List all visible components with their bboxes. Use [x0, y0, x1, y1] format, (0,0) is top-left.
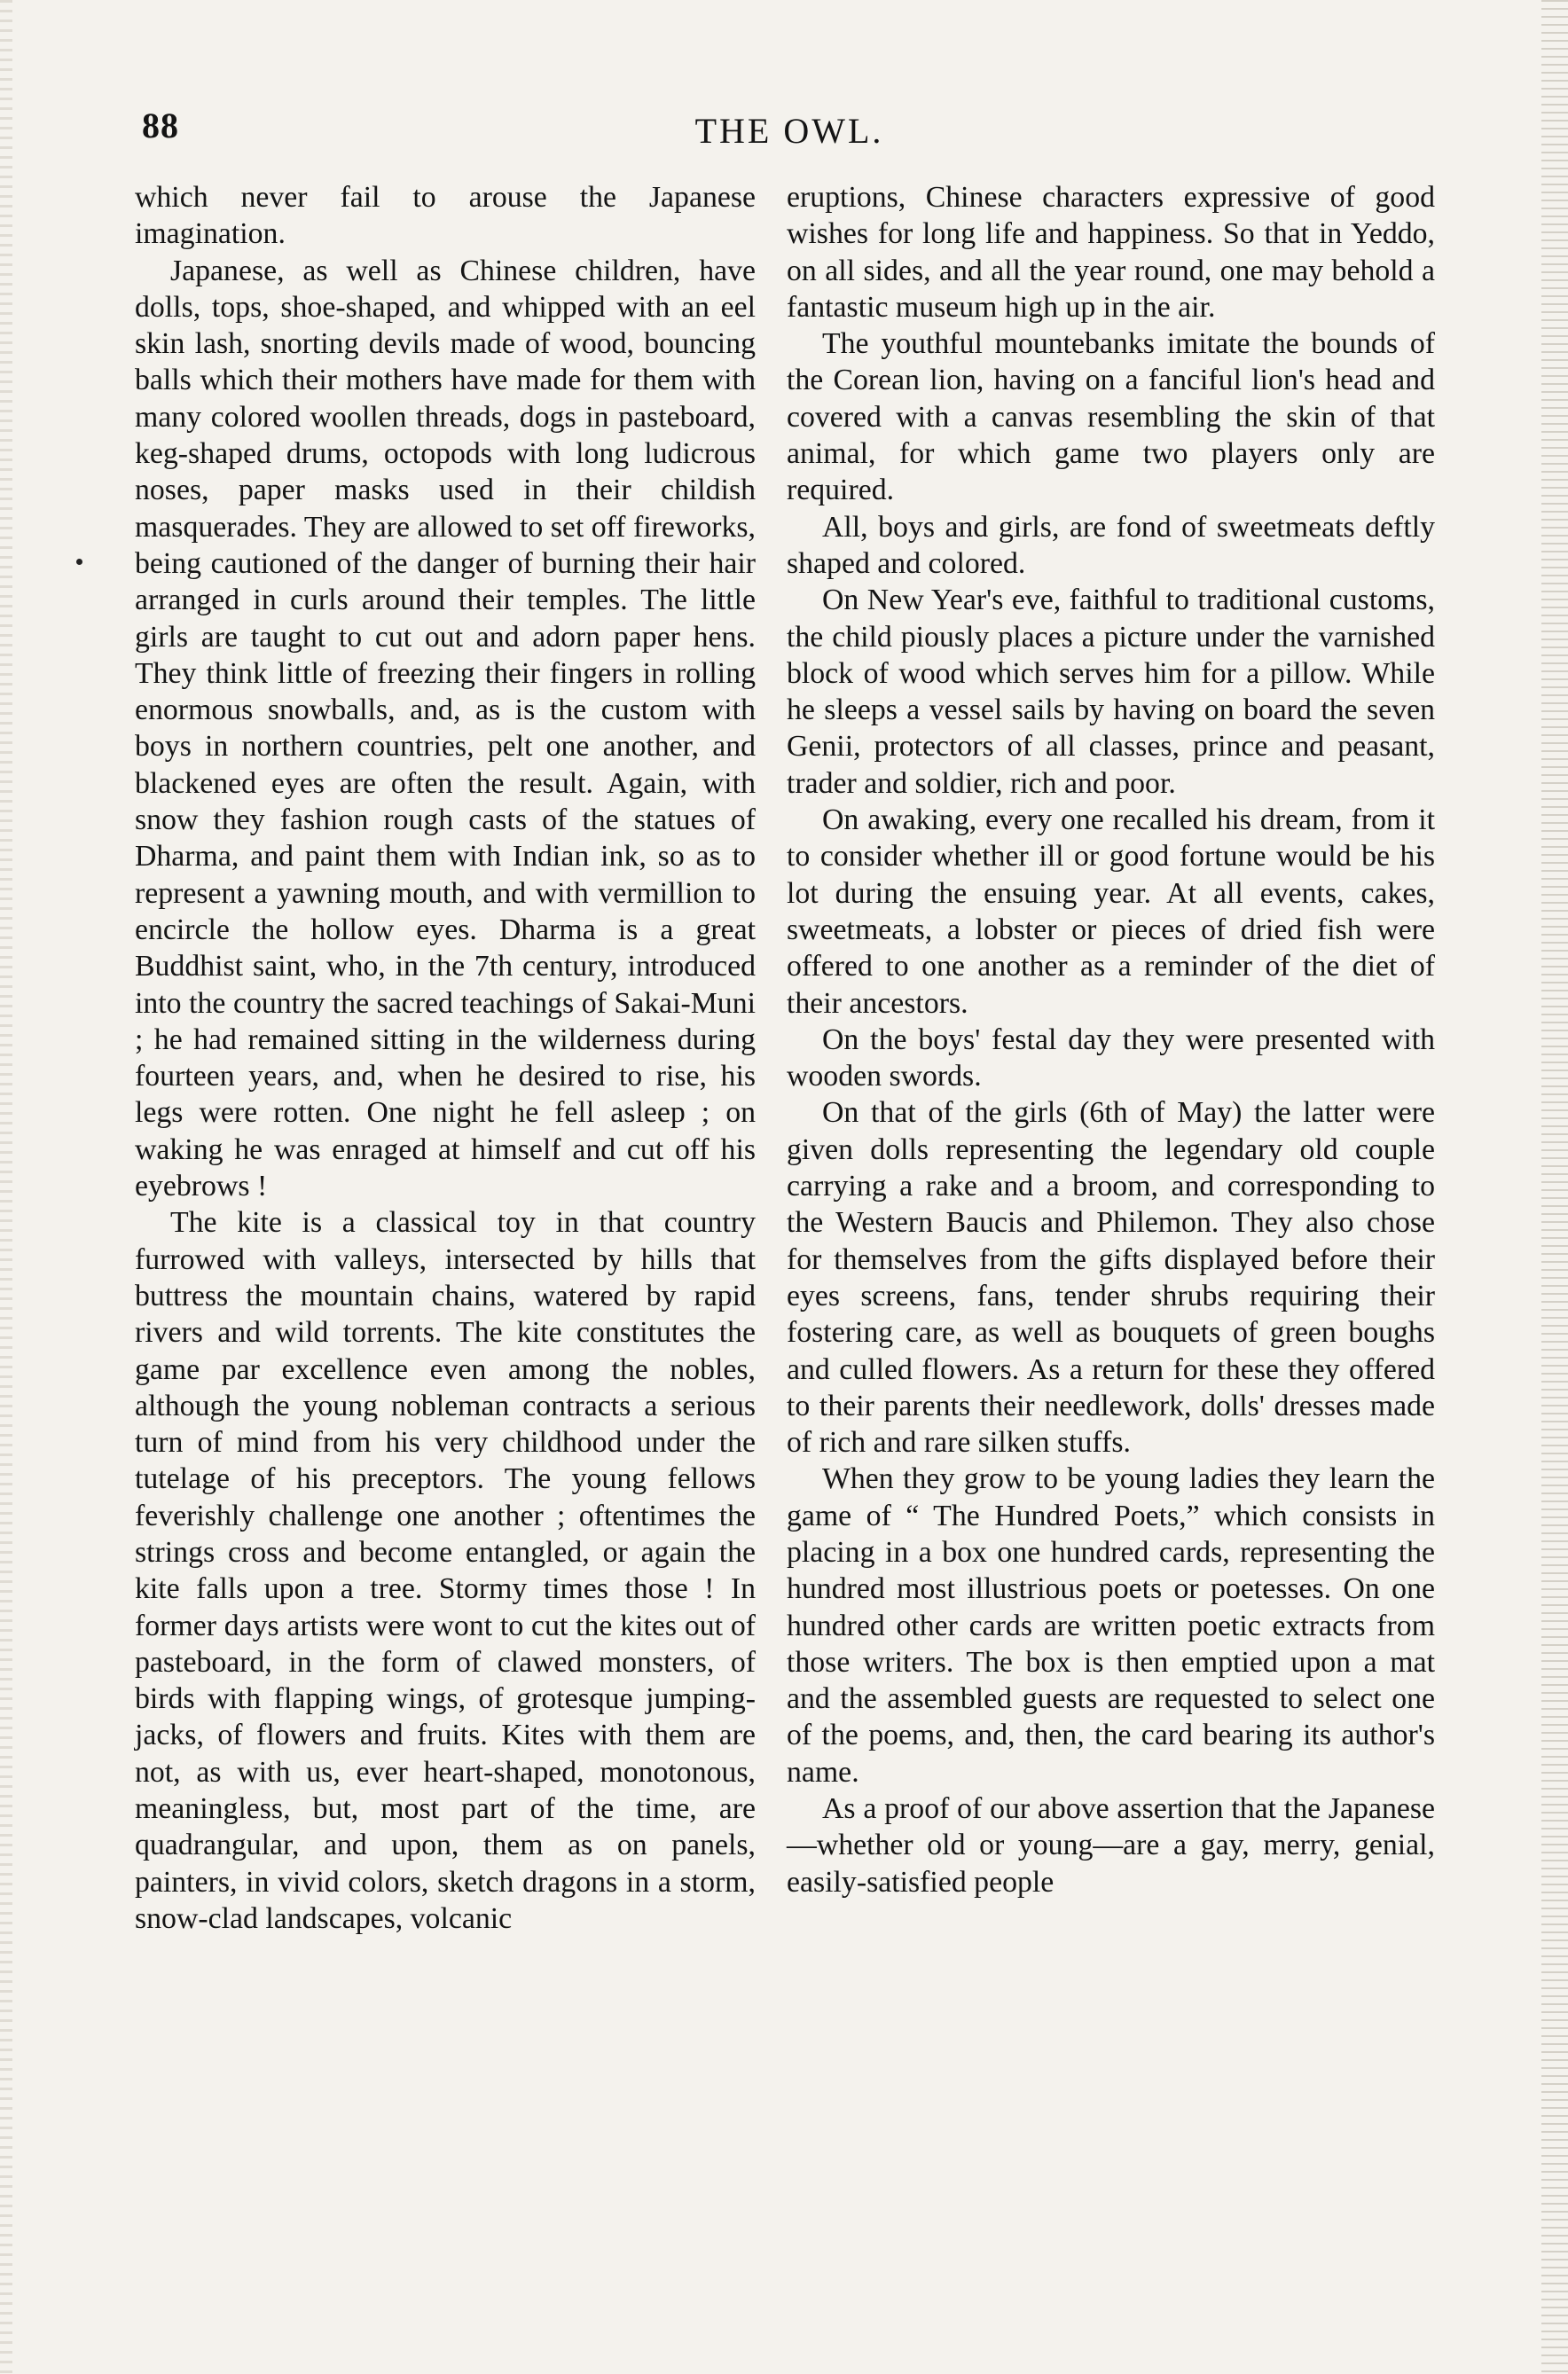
- right-paragraph-4: On New Year's eve, faithful to traditional customs, the child piously places a picture under the varnished block of wood which serves him for a pillow. While he sleeps a vessel sails by having on board the seven Genii, protectors of all classes, prince and peasant, trader and soldier, rich and poor.: [787, 584, 1435, 800]
- page-right-edge: [1541, 0, 1568, 2374]
- page-header: [142, 105, 1437, 158]
- right-paragraph-7: On that of the girls (6th of May) the latter were given dolls representing the legendary old couple carrying a rake and a broom, and corresponding to the Western Baucis and Philemon. They also chose for themselves from the gifts displayed before their eyes screens, fans, tender shrubs requiring their fostering care, as well as bouquets of green boughs and culled flowers. As a return for these they offered to their parents their needlework, dolls' dresses made of rich and rare silken stuffs.: [787, 1096, 1435, 1460]
- left-paragraph-2: Japanese, as well as Chinese children, have dolls, tops, shoe-shaped, and whipped with an eel skin lash, snorting devils made of wood, bouncing balls which their mothers have made for them with many colored woollen threads, dogs in pasteboard, keg-shaped drums, octopods with long ludicrous noses, paper masks used in their childish masquerades. They are allowed to set off fireworks, being cautioned of the danger of burning their hair arranged in curls around their temples. The little girls are taught to cut out and adorn paper hens. They think little of freezing their fingers in rolling enormous snowballs, and, as is the custom with boys in northern countries, pelt one another, and blackened eyes are often the result. Again, with snow they fashion rough casts of the statues of Dharma, and paint them with Indian ink, so as to represent a yawning mouth, and with vermillion to encircle the hollow eyes. Dharma is a great Buddhist saint, who, in the 7th century, introduced into the country the sacred teachings of Sakai-Muni ; he had remained sitting in the wilderness during fourteen years, and, when he desired to rise, his legs were rotten. One night he fell asleep ; on waking he was enraged at himself and cut off his eyebrows !: [135, 254, 756, 1203]
- right-paragraph-2: The youthful mountebanks imitate the bounds of the Corean lion, having on a fanciful lion's head and covered with a canvas resembling the skin of that animal, for which game two players only are required.: [787, 327, 1435, 507]
- right-paragraph-8: When they grow to be young ladies they learn the game of “ The Hundred Poets,” which consists in placing in a box one hundred cards, representing the hundred most illustrious poets or poetesses. On one hundred other cards are written poetic extracts from those writers. The box is then emptied upon a mat and the assembled guests are requested to select one of the poems, and, then, the card bearing its author's name.: [787, 1462, 1435, 1789]
- left-paragraph-1: which never fail to arouse the Japanese imagination.: [135, 181, 756, 251]
- right-paragraph-1: eruptions, Chinese characters expressive of good wishes for long life and happiness. So that in Yeddo, on all sides, and all the year round, one may behold a fantastic museum high up in the air.: [787, 181, 1435, 324]
- right-paragraph-9: As a proof of our above assertion that the Japanese—whether old or young—are a gay, merry, genial, easily-satisfied people: [787, 1792, 1435, 1899]
- right-paragraph-3: All, boys and girls, are fond of sweetmeats deftly shaped and colored.: [787, 510, 1435, 580]
- running-title: THE OWL.: [694, 111, 884, 151]
- right-column: [787, 179, 1435, 1900]
- margin-dot: [76, 559, 82, 565]
- left-column: [135, 179, 756, 1937]
- page-left-edge: [0, 0, 12, 2374]
- right-paragraph-5: On awaking, every one recalled his dream, from it to consider whether ill or good fortune would be his lot during the ensuing year. At all events, cakes, sweetmeats, a lobster or pieces of dried fish were offered to one another as a reminder of the diet of their ancestors.: [787, 803, 1435, 1020]
- page-number: 88: [142, 106, 179, 145]
- right-paragraph-6: On the boys' festal day they were presented with wooden swords.: [787, 1022, 1435, 1093]
- left-paragraph-3: The kite is a classical toy in that country furrowed with valleys, intersected by hills that buttress the mountain chains, watered by rapid rivers and wild torrents. The kite constitutes the game par excellence even among the nobles, although the young nobleman contracts a serious turn of mind from his very childhood under the tutelage of his preceptors. The young fellows feverishly challenge one another ; oftentimes the strings cross and become entangled, or again the kite falls upon a tree. Stormy times those ! In former days artists were wont to cut the kites out of pasteboard, in the form of clawed monsters, of birds with flapping wings, of grotesque jumping-jacks, of flowers and fruits. Kites with them are not, as with us, ever heart-shaped, monotonous, meaningless, but, most part of the time, are quadrangular, and upon, them as on panels, painters, in vivid colors, sketch dragons in a storm, snow-clad landscapes, volcanic: [135, 1206, 756, 1935]
